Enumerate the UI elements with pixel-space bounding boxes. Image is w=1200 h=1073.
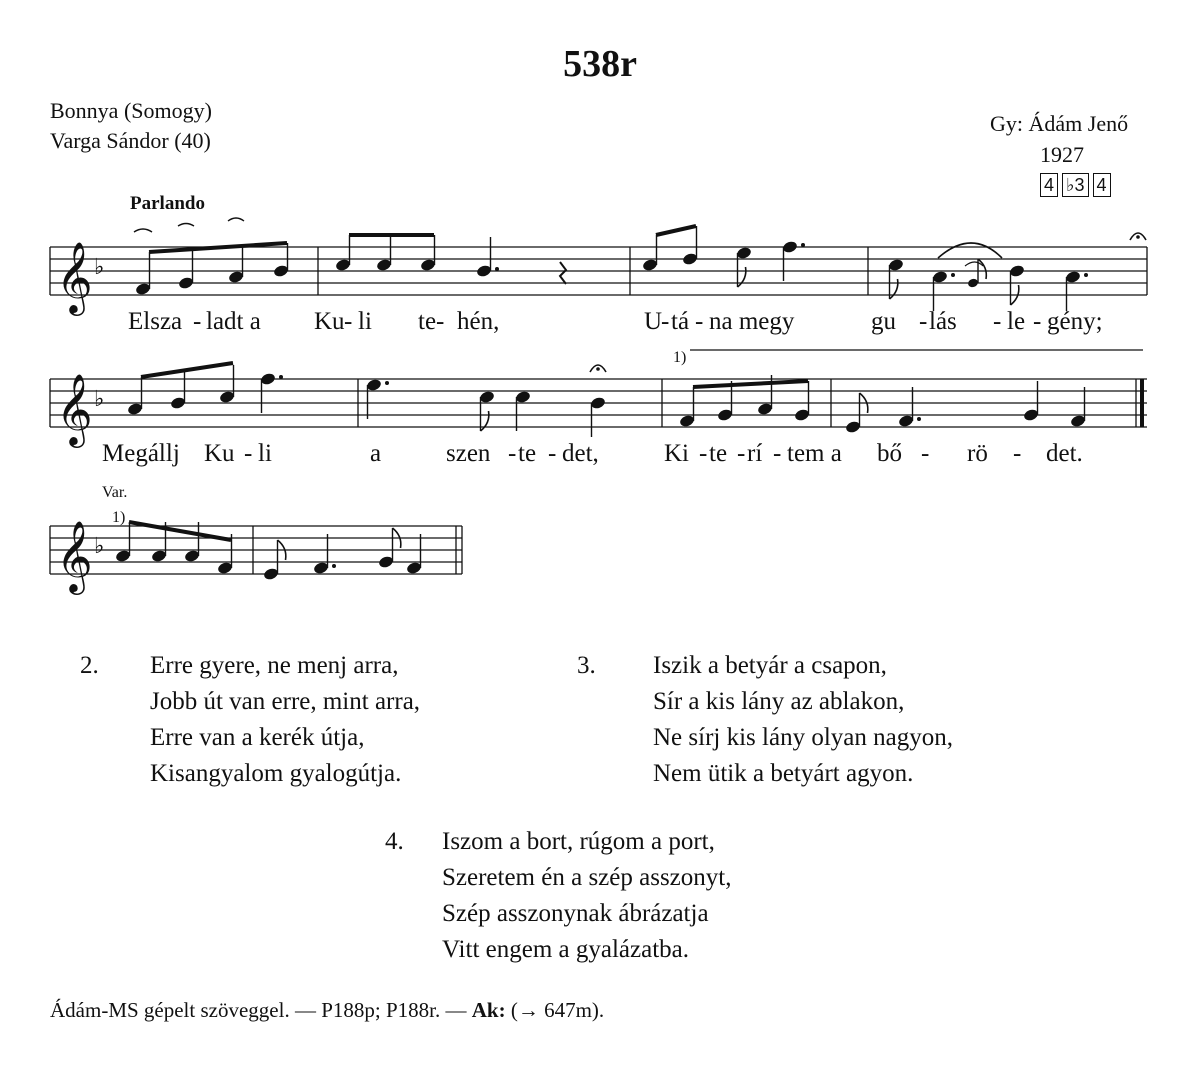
treble-clef-icon: 𝄞 [56, 372, 93, 445]
footnote-mark: 1) [673, 349, 687, 366]
lyric-syllable: Elsza [128, 308, 183, 335]
lyric-syllable: a [370, 440, 382, 467]
footer-text: Ádám-MS gépelt szöveggel. — P188p; P188r. — [50, 998, 472, 1022]
variant-label: Var. [102, 484, 128, 501]
lyric-syllable: ladt a [206, 308, 261, 335]
verse-line: Nem ütik a betyárt agyon. [653, 760, 914, 787]
lyric-syllable: - [737, 440, 746, 467]
lyric-syllable: te- [418, 308, 445, 335]
lyric-syllable: - [1033, 308, 1042, 335]
note-beam [141, 363, 233, 377]
verse-line: Szép asszonynak ábrázatja [442, 900, 709, 927]
treble-clef-icon: 𝄞 [56, 240, 93, 313]
lyric-syllable: - [193, 308, 202, 335]
lyric-syllable: le [1007, 308, 1026, 335]
flat-key-signature-icon: ♭ [94, 534, 105, 559]
lyric-syllable: hén, [457, 308, 500, 335]
lyric-syllable: - [993, 308, 1002, 335]
cadence-box: ♭3 [1062, 173, 1089, 197]
lyric-syllable: Megállj [102, 440, 180, 467]
lyric-syllable: na megy [709, 308, 795, 335]
lyric-syllable: - [661, 308, 670, 335]
variant-footnote-mark: 1) [112, 509, 126, 526]
verse-line: Sír a kis lány az ablakon, [653, 688, 905, 715]
note-flag [978, 259, 986, 279]
stanza-number: 2. [80, 652, 99, 679]
lyric-syllable: li [258, 440, 272, 467]
staff-line-1 [50, 247, 1147, 295]
note-beam [129, 522, 231, 540]
note-dot [917, 417, 921, 421]
lyric-syllable: det. [1046, 440, 1083, 467]
stanza-3-text [653, 648, 953, 792]
lyric-syllable: lás [929, 308, 957, 335]
lyric-syllable: - [919, 308, 928, 335]
stanza-4-text [442, 824, 731, 968]
lyric-syllable: Ku [204, 440, 235, 467]
fermata-dot [596, 367, 600, 371]
note-flag [738, 267, 746, 287]
lyric-syllable: - [244, 440, 253, 467]
note-dot [279, 375, 283, 379]
verse-line: Iszom a bort, rúgom a port, [442, 828, 715, 855]
note-head [967, 278, 979, 289]
lyric-syllable: li [358, 308, 372, 335]
note-dot [801, 243, 805, 247]
lyric-syllable: Ki [664, 440, 689, 467]
collector-name: Gy: Ádám Jenő [990, 111, 1129, 136]
lyric-syllable: rí [747, 440, 763, 467]
lyric-syllable: Ku [314, 308, 345, 335]
flat-key-signature-icon: ♭ [94, 255, 105, 280]
note-beam [693, 381, 808, 387]
lyric-syllable: gu [871, 308, 896, 335]
verse-line: Vitt engem a gyalázatba. [442, 936, 689, 963]
lyric-syllable: rö [967, 440, 988, 467]
lyric-syllable: - [1013, 440, 1022, 467]
lyric-syllable: - [695, 308, 704, 335]
lyric-syllable: tá [671, 308, 690, 335]
staff-line-variant [50, 526, 462, 574]
note-dot [495, 267, 499, 271]
cadence-box: 4 [1093, 173, 1111, 197]
note-dot [385, 381, 389, 385]
source-singer: Varga Sándor (40) [50, 128, 211, 153]
lyric-syllable: tem a [787, 440, 842, 467]
fermata-dot [1136, 235, 1140, 239]
note-dot [332, 564, 336, 568]
verse-line: Ne sírj kis lány olyan nagyon, [653, 724, 953, 751]
slur-mark [938, 243, 1002, 258]
lyric-syllable: te [709, 440, 728, 467]
tempo-marking: Parlando [130, 193, 205, 214]
lyric-syllable: U [644, 308, 663, 335]
stanza-2-text [150, 648, 420, 792]
note-flag [481, 411, 489, 431]
rest-icon [560, 262, 566, 284]
lyric-syllable: - [773, 440, 782, 467]
page-title: 538r [563, 43, 637, 85]
stanza-number: 4. [385, 828, 404, 855]
note-beam [656, 226, 696, 235]
lyric-syllable: - [921, 440, 930, 467]
stanza-number: 3. [577, 652, 596, 679]
lyric-syllable: det, [562, 440, 599, 467]
lyric-syllable: bő [877, 440, 902, 467]
footer-ak-label: Ak: [471, 998, 506, 1022]
lyric-syllable: - [344, 308, 353, 335]
cadence-box: 4 [1040, 173, 1058, 197]
lyric-syllable: - [699, 440, 708, 467]
treble-clef-icon: 𝄞 [56, 519, 93, 592]
lyric-syllable: szen [446, 440, 491, 467]
verse-line: Erre gyere, ne menj arra, [150, 652, 399, 679]
footer-note [50, 998, 604, 1023]
verse-line: Szeretem én a szép asszonyt, [442, 864, 732, 891]
note-dot [1084, 273, 1088, 277]
lyric-syllable: - [508, 440, 517, 467]
note-dot [951, 273, 955, 277]
lyric-syllable: te [518, 440, 537, 467]
verse-line: Iszik a betyár a csapon, [653, 652, 887, 679]
collection-year: 1927 [1040, 142, 1084, 167]
note-flag [890, 279, 898, 299]
footer-reference: (→ 647m). [505, 998, 605, 1022]
grace-note-slur [965, 262, 983, 266]
verse-line: Kisangyalom gyalogútja. [150, 760, 402, 787]
verse-line: Erre van a kerék útja, [150, 724, 365, 751]
grace-arc-marks [134, 218, 244, 232]
verse-line: Jobb út van erre, mint arra, [150, 688, 421, 715]
lyric-syllable: gény; [1047, 308, 1103, 335]
source-place: Bonnya (Somogy) [50, 98, 212, 123]
flat-key-signature-icon: ♭ [94, 387, 105, 412]
lyric-syllable: - [548, 440, 557, 467]
